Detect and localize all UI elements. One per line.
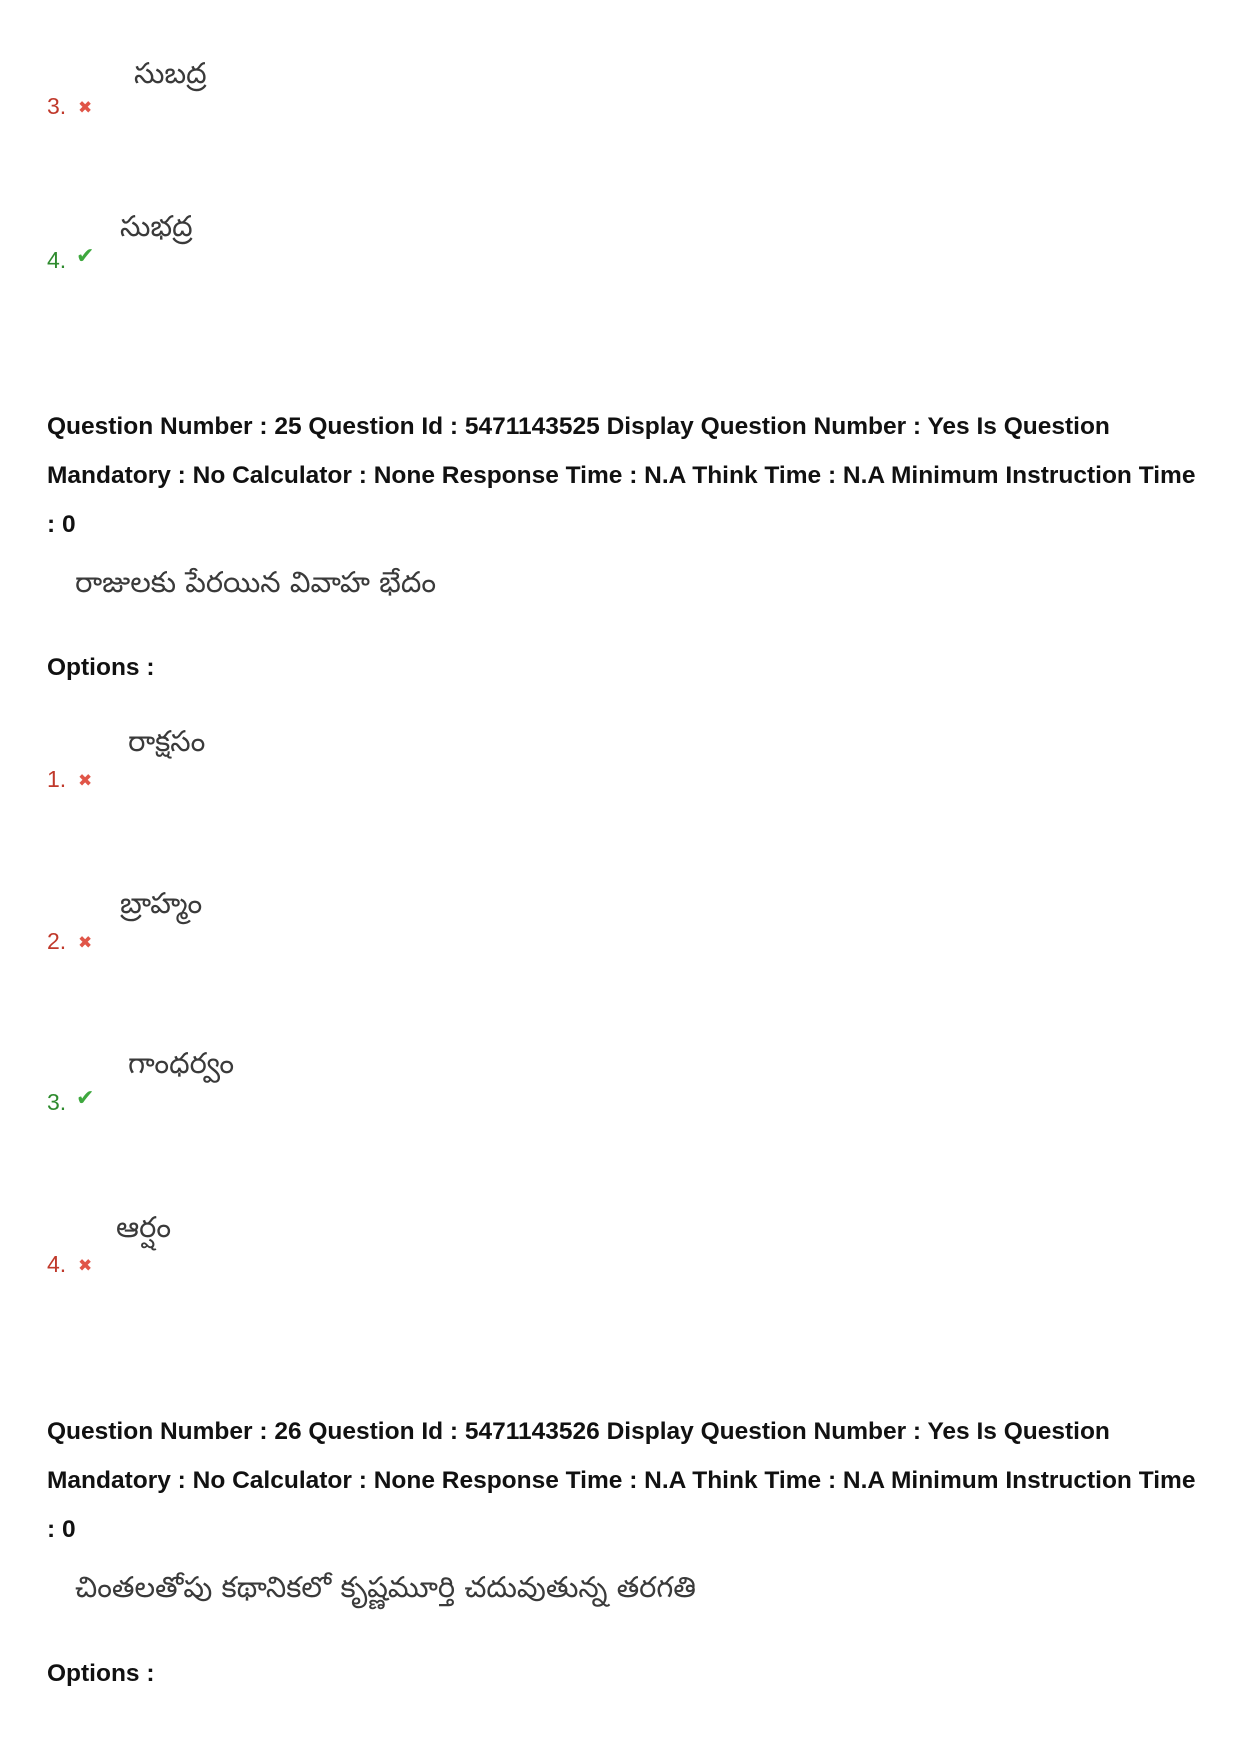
option-text: ఆర్షం xyxy=(116,1210,172,1244)
wrong-mark-icon: ✖ xyxy=(78,1256,93,1276)
options-label-25: Options : xyxy=(47,654,155,681)
wrong-mark-icon: ✖ xyxy=(78,771,93,791)
wrong-mark-icon: ✖ xyxy=(78,933,93,953)
question-text-26: చింతలతోపు కథానికలో కృష్ణమూర్తి చదువుతున్న తరగతి xyxy=(75,1570,696,1604)
option-number: 3. xyxy=(47,93,67,119)
option-text: బ్రాహ్మం xyxy=(120,886,203,920)
check-mark-icon: ✔ xyxy=(76,244,95,269)
option-number: 3. xyxy=(47,1089,67,1115)
options-label-26: Options : xyxy=(47,1660,155,1687)
option-number: 2. xyxy=(47,928,67,954)
option-text: సుబద్ర xyxy=(134,56,207,90)
option-text: రాక్షసం xyxy=(128,724,206,758)
option-number: 4. xyxy=(47,1251,67,1277)
option-number: 4. xyxy=(47,247,67,273)
question-text-25: రాజులకు పేరయిన వివాహ భేదం xyxy=(75,565,437,599)
question-header-26: Question Number : 26 Question Id : 5471143526 Display Question Number : Yes Is Question Mandatory : No Calculator : None Response Time : N.A Think Time : N.A Minimum Instruction Time : 0 xyxy=(47,1418,1196,1543)
check-mark-icon: ✔ xyxy=(76,1086,95,1111)
option-number: 1. xyxy=(47,766,67,792)
option-text: గాంధర్వం xyxy=(128,1046,235,1080)
option-text: సుభద్ర xyxy=(120,209,193,243)
wrong-mark-icon: ✖ xyxy=(78,98,93,118)
question-header-25: Question Number : 25 Question Id : 5471143525 Display Question Number : Yes Is Question Mandatory : No Calculator : None Response Time : N.A Think Time : N.A Minimum Instruction Time : 0 xyxy=(47,413,1196,538)
